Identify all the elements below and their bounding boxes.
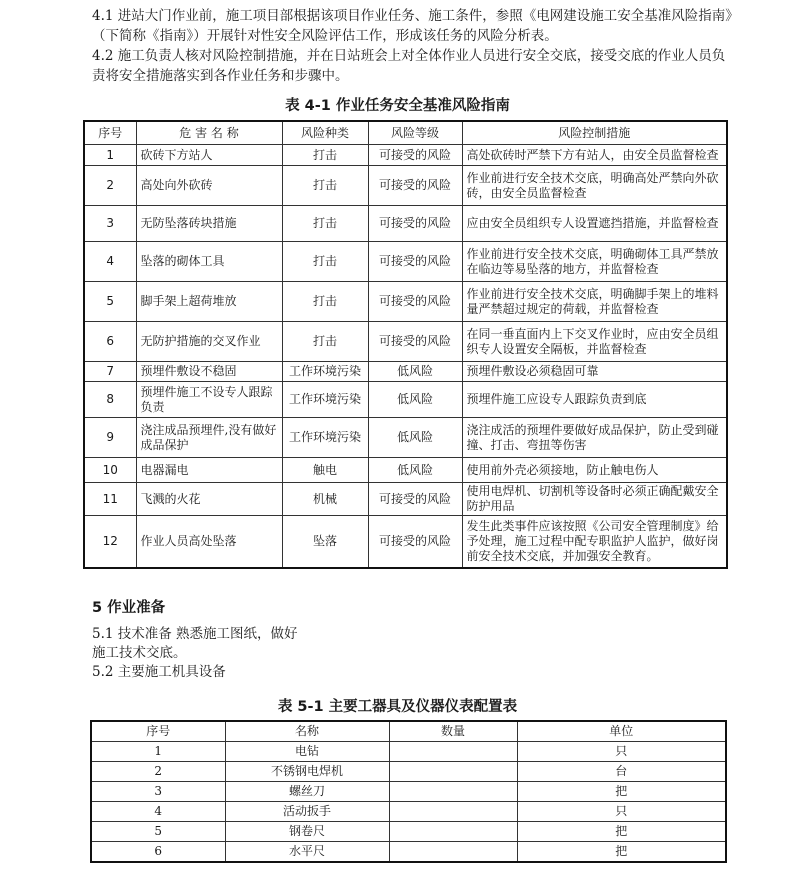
risk-cell-risk-type: 打击 — [282, 242, 368, 282]
risk-cell-seq: 5 — [84, 282, 136, 322]
risk-cell-hazard: 电器漏电 — [136, 458, 282, 483]
risk-cell-control-measures: 浇注成活的预埋件要做好成品保护，防止受到碰撞、打击、弯扭等伤害 — [462, 418, 727, 458]
risk-cell-control-measures: 预埋件施工应设专人跟踪负责到底 — [462, 382, 727, 418]
risk-cell-control-measures: 预埋件敷设必须稳固可靠 — [462, 362, 727, 382]
risk-table-row — [84, 516, 727, 568]
risk-cell-seq: 10 — [84, 458, 136, 483]
risk-cell-hazard: 预埋件敷设不稳固 — [136, 362, 282, 382]
risk-cell-seq: 7 — [84, 362, 136, 382]
tool-table-header-row — [91, 721, 726, 742]
risk-cell-risk-type: 打击 — [282, 206, 368, 242]
tool-cell-seq: 4 — [91, 802, 225, 822]
risk-table-row — [84, 242, 727, 282]
risk-cell-risk-level: 可接受的风险 — [368, 483, 462, 516]
tool-cell-seq: 5 — [91, 822, 225, 842]
tool-cell-unit: 把 — [517, 822, 726, 842]
risk-cell-control-measures: 作业前进行安全技术交底，明确脚手架上的堆料量严禁超过规定的荷载，并监督检查 — [462, 282, 727, 322]
risk-cell-hazard: 高处向外砍砖 — [136, 166, 282, 206]
risk-cell-control-measures: 在同一垂直面内上下交叉作业时，应由安全员组织专人设置安全隔板，并监督检查 — [462, 322, 727, 362]
risk-table-caption: 表 4-1 作业任务安全基准风险指南 — [285, 98, 510, 114]
risk-cell-risk-level: 可接受的风险 — [368, 282, 462, 322]
tool-cell-name: 不锈钢电焊机 — [225, 762, 389, 782]
tool-table — [90, 720, 727, 863]
risk-cell-hazard: 无防护措施的交叉作业 — [136, 322, 282, 362]
risk-cell-risk-type: 打击 — [282, 145, 368, 166]
risk-cell-risk-type: 触电 — [282, 458, 368, 483]
risk-cell-risk-type: 工作环境污染 — [282, 362, 368, 382]
tool-cell-name: 电钻 — [225, 742, 389, 762]
header-risk-type: 风险种类 — [282, 121, 368, 145]
header-hazard: 危 害 名 称 — [136, 121, 282, 145]
risk-cell-seq: 9 — [84, 418, 136, 458]
risk-cell-risk-level: 可接受的风险 — [368, 166, 462, 206]
paragraph-5-1-line-2: 施工技术交底。 — [92, 645, 187, 661]
tool-cell-name: 钢卷尺 — [225, 822, 389, 842]
risk-table-row — [84, 206, 727, 242]
paragraph-4-1: 4.1 进站大门作业前，施工项目部根据该项目作业任务、施工条件，参照《电网建设施工安全基准风险指南》（下简称《指南》）开展针对性安全风险评估工作，形成该任务的风险分析表。 — [92, 8, 733, 44]
risk-cell-hazard: 无防坠落砖块措施 — [136, 206, 282, 242]
risk-cell-risk-type: 工作环境污染 — [282, 382, 368, 418]
risk-cell-seq: 4 — [84, 242, 136, 282]
risk-cell-risk-type: 打击 — [282, 322, 368, 362]
tool-header-unit: 单位 — [517, 721, 726, 742]
tool-table-row — [91, 802, 726, 822]
risk-cell-risk-type: 工作环境污染 — [282, 418, 368, 458]
risk-cell-seq: 8 — [84, 382, 136, 418]
risk-cell-risk-level: 低风险 — [368, 418, 462, 458]
risk-cell-hazard: 浇注成品预埋件,没有做好成品保护 — [136, 418, 282, 458]
tool-header-seq: 序号 — [91, 721, 225, 742]
risk-cell-risk-level: 低风险 — [368, 382, 462, 418]
risk-cell-risk-level: 可接受的风险 — [368, 322, 462, 362]
risk-table-row — [84, 418, 727, 458]
paragraph-5-1-line-1: 5.1 技术准备 熟悉施工图纸，做好 — [92, 626, 298, 642]
risk-cell-hazard: 作业人员高处坠落 — [136, 516, 282, 568]
risk-cell-seq: 11 — [84, 483, 136, 516]
risk-cell-control-measures: 作业前进行安全技术交底，明确砌体工具严禁放在临边等易坠落的地方，并监督检查 — [462, 242, 727, 282]
tool-header-quantity: 数量 — [389, 721, 517, 742]
risk-cell-control-measures: 发生此类事件应该按照《公司安全管理制度》给予处理，施工过程中配专职监护人监护，做好岗前安全技术交底，并加强安全教育。 — [462, 516, 727, 568]
tool-cell-seq: 3 — [91, 782, 225, 802]
risk-cell-control-measures: 作业前进行安全技术交底，明确高处严禁向外砍砖，由安全员监督检查 — [462, 166, 727, 206]
tool-cell-quantity — [389, 782, 517, 802]
risk-cell-hazard: 坠落的砌体工具 — [136, 242, 282, 282]
risk-cell-seq: 6 — [84, 322, 136, 362]
risk-cell-hazard: 飞溅的火花 — [136, 483, 282, 516]
tool-cell-unit: 把 — [517, 782, 726, 802]
tool-cell-name: 螺丝刀 — [225, 782, 389, 802]
tool-table-caption: 表 5-1 主要工器具及仪器仪表配置表 — [277, 699, 518, 715]
header-risk-level: 风险等级 — [368, 121, 462, 145]
risk-cell-hazard: 砍砖下方站人 — [136, 145, 282, 166]
tool-cell-unit: 台 — [517, 762, 726, 782]
tool-cell-name: 水平尺 — [225, 842, 389, 863]
risk-cell-seq: 3 — [84, 206, 136, 242]
tool-cell-name: 活动扳手 — [225, 802, 389, 822]
tool-header-name: 名称 — [225, 721, 389, 742]
risk-cell-risk-type: 打击 — [282, 166, 368, 206]
risk-cell-risk-level: 可接受的风险 — [368, 242, 462, 282]
risk-cell-risk-type: 坠落 — [282, 516, 368, 568]
tool-cell-quantity — [389, 802, 517, 822]
risk-cell-control-measures: 应由安全员组织专人设置遮挡措施，并监督检查 — [462, 206, 727, 242]
header-control-measures: 风险控制措施 — [462, 121, 727, 145]
risk-cell-risk-level: 可接受的风险 — [368, 206, 462, 242]
tool-cell-quantity — [389, 822, 517, 842]
tool-table-row — [91, 822, 726, 842]
risk-cell-hazard: 预埋件施工不设专人跟踪负责 — [136, 382, 282, 418]
tool-cell-seq: 6 — [91, 842, 225, 863]
risk-table — [83, 120, 728, 569]
risk-cell-control-measures: 高处砍砖时严禁下方有站人，由安全员监督检查 — [462, 145, 727, 166]
risk-cell-risk-level: 低风险 — [368, 458, 462, 483]
paragraph-4-2: 4.2 施工负责人核对风险控制措施，并在日站班会上对全体作业人员进行安全交底，接受交底的作业人员负责将安全措施落实到各作业任务和步骤中。 — [92, 48, 726, 84]
tool-cell-unit: 只 — [517, 802, 726, 822]
risk-table-row — [84, 322, 727, 362]
tool-cell-quantity — [389, 742, 517, 762]
tool-table-row — [91, 842, 726, 863]
tool-cell-unit: 把 — [517, 842, 726, 863]
risk-table-row — [84, 458, 727, 483]
risk-cell-seq: 12 — [84, 516, 136, 568]
risk-cell-seq: 2 — [84, 166, 136, 206]
tool-cell-unit: 只 — [517, 742, 726, 762]
tool-cell-seq: 2 — [91, 762, 225, 782]
risk-cell-risk-level: 可接受的风险 — [368, 516, 462, 568]
tool-table-row — [91, 782, 726, 802]
risk-table-row — [84, 382, 727, 418]
risk-cell-risk-level: 可接受的风险 — [368, 145, 462, 166]
risk-table-header-row — [84, 121, 727, 145]
risk-table-row — [84, 166, 727, 206]
tool-cell-quantity — [389, 762, 517, 782]
risk-cell-control-measures: 使用前外壳必须接地，防止触电伤人 — [462, 458, 727, 483]
risk-cell-risk-type: 机械 — [282, 483, 368, 516]
risk-table-row — [84, 483, 727, 516]
tool-cell-quantity — [389, 842, 517, 863]
risk-cell-risk-level: 低风险 — [368, 362, 462, 382]
risk-cell-seq: 1 — [84, 145, 136, 166]
risk-cell-control-measures: 使用电焊机、切割机等设备时必须正确配戴安全防护用品 — [462, 483, 727, 516]
risk-cell-hazard: 脚手架上超荷堆放 — [136, 282, 282, 322]
risk-table-row — [84, 282, 727, 322]
tool-table-row — [91, 762, 726, 782]
header-seq: 序号 — [84, 121, 136, 145]
risk-table-row — [84, 145, 727, 166]
section-5-heading: 5 作业准备 — [92, 600, 166, 616]
risk-cell-risk-type: 打击 — [282, 282, 368, 322]
paragraph-5-2: 5.2 主要施工机具设备 — [92, 664, 226, 680]
tool-cell-seq: 1 — [91, 742, 225, 762]
tool-table-row — [91, 742, 726, 762]
risk-table-row — [84, 362, 727, 382]
